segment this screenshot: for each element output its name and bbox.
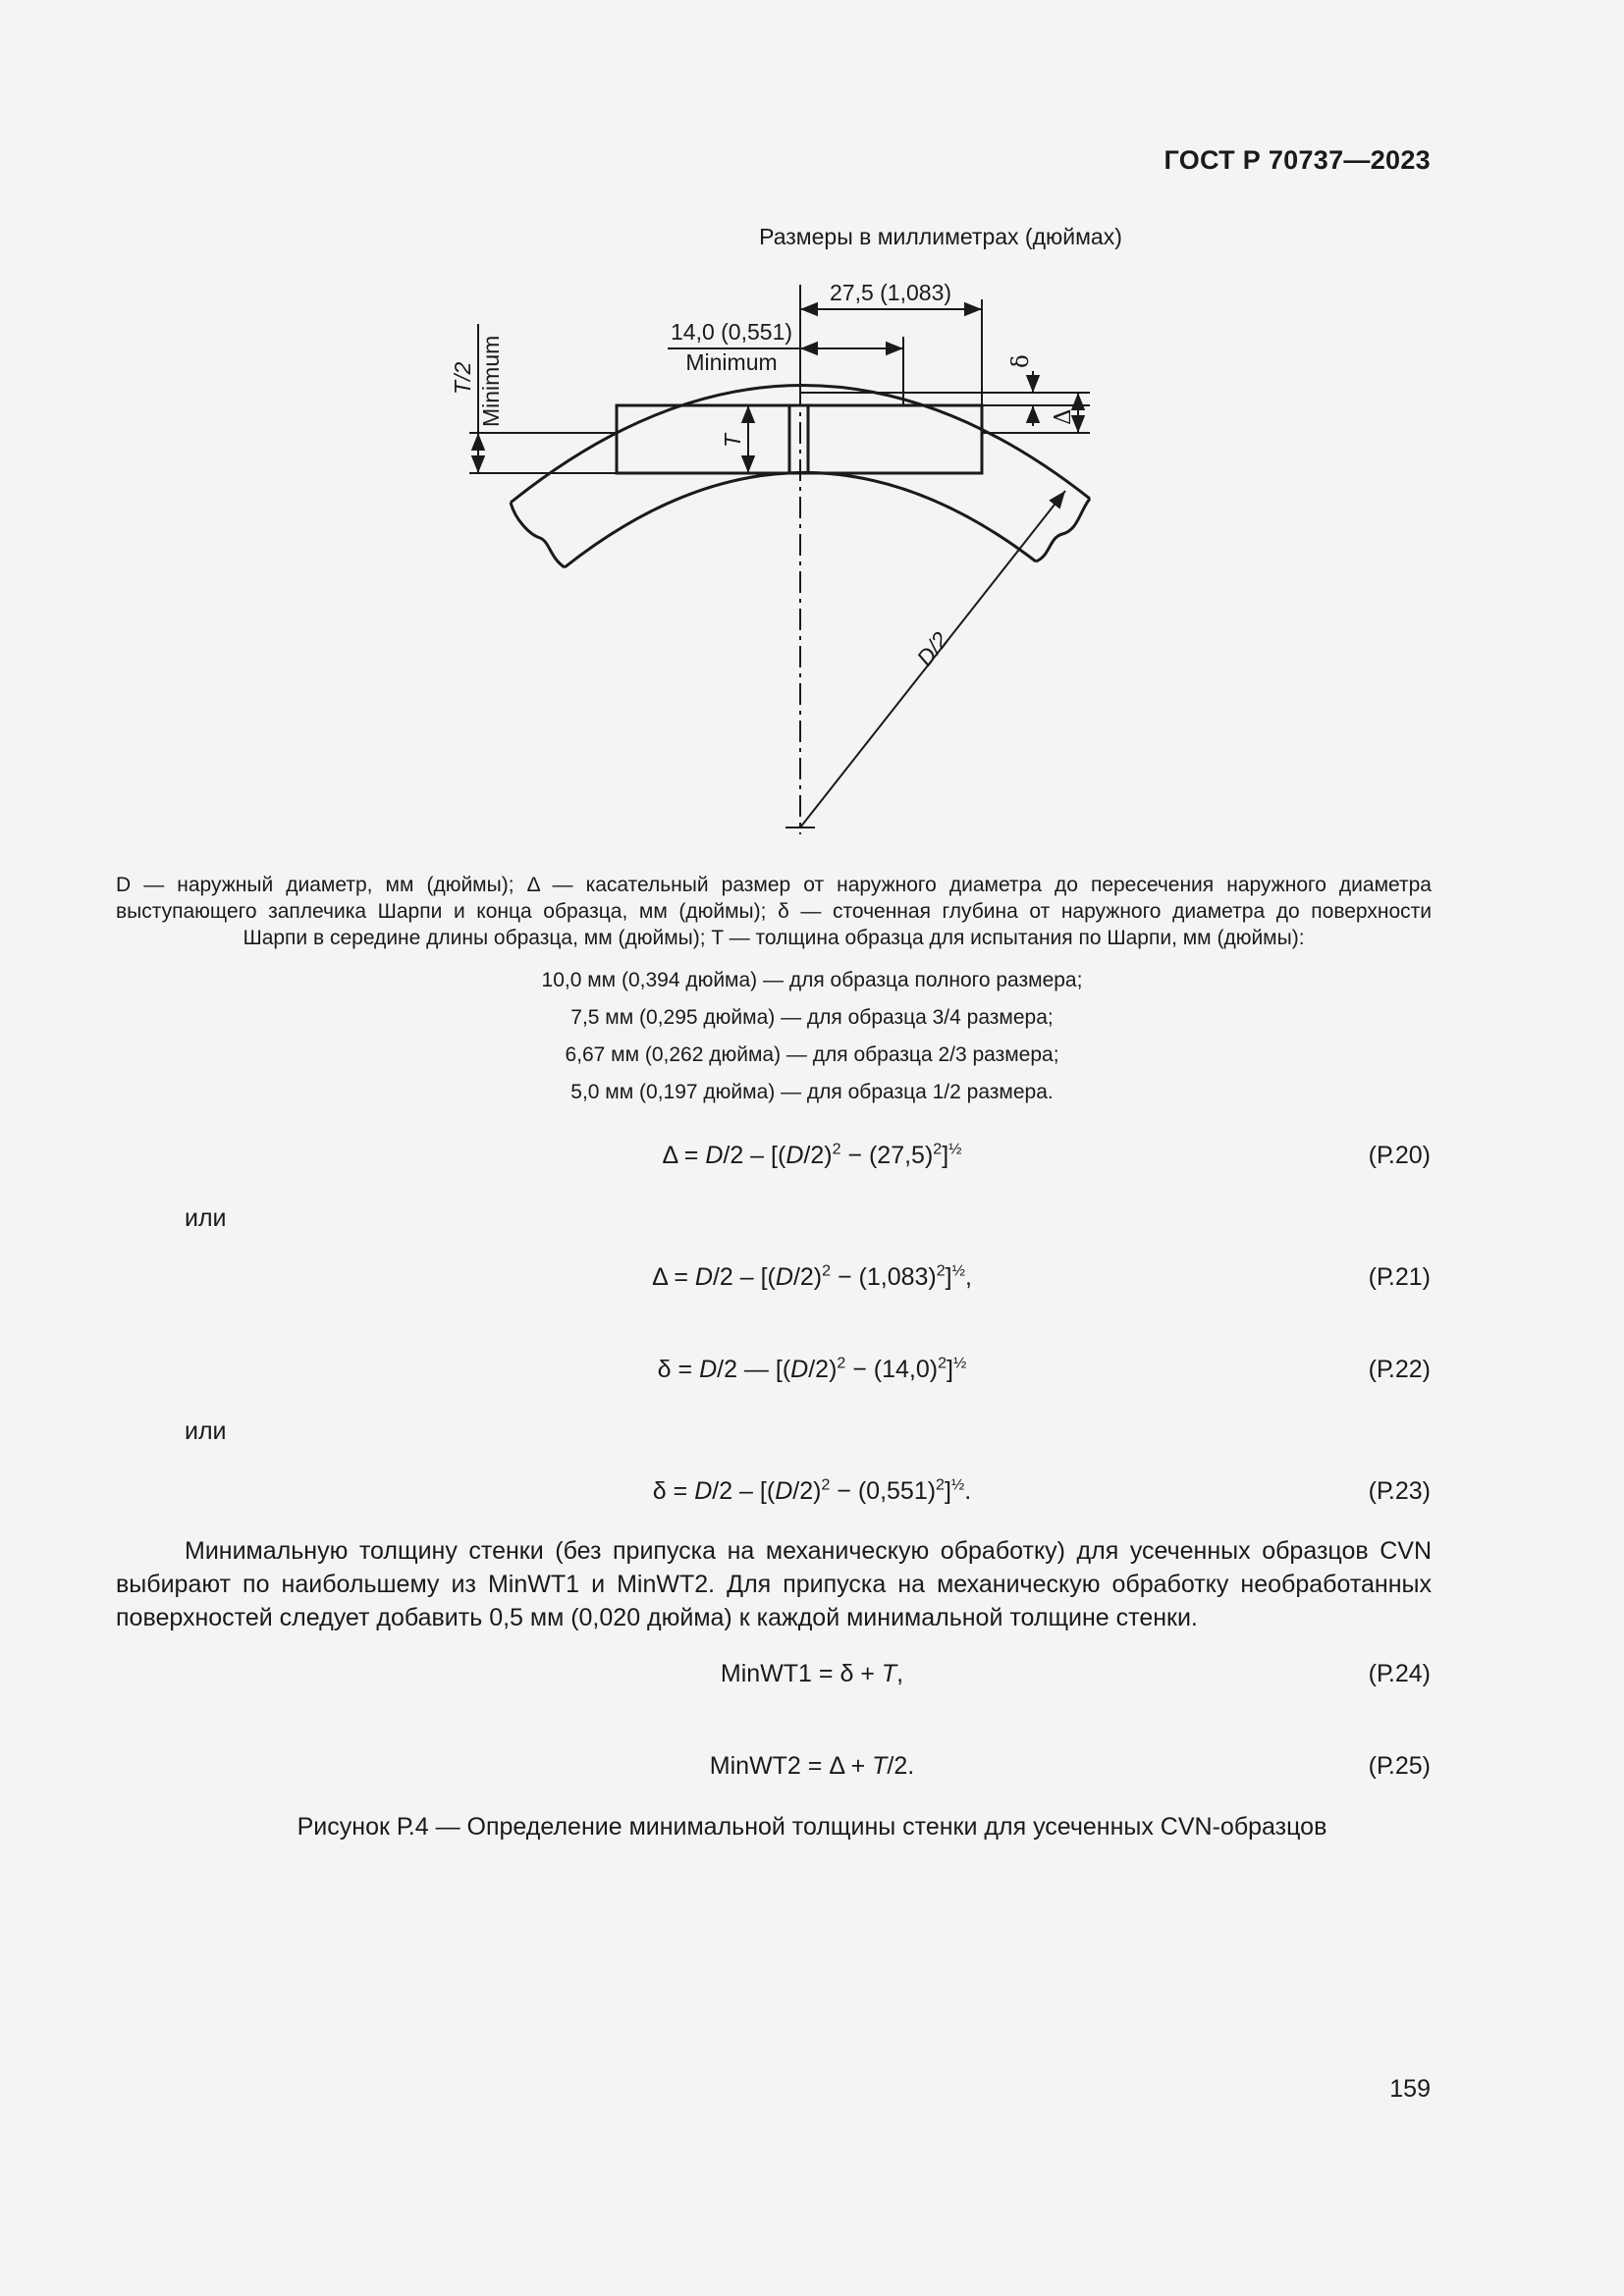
d-half-label: D/2 — [911, 626, 953, 671]
delta-small-label: δ — [1008, 354, 1034, 368]
equation-number-p23: (Р.23) — [1368, 1477, 1431, 1505]
size-item: 10,0 мм (0,394 дюйма) — для образца полного размера; — [541, 969, 1083, 991]
equation-number-p22: (Р.22) — [1368, 1356, 1431, 1383]
delta-big-label: Δ — [1051, 408, 1076, 425]
size-item: 7,5 мм (0,295 дюйма) — для образца 3/4 размера; — [570, 1006, 1054, 1029]
equation-number-p24: (Р.24) — [1368, 1660, 1431, 1687]
formula-p22: δ = D/2 — $[(D/2)^2 - (14,0)^2]^{\frac{1}{2}}$ — [657, 1355, 967, 1383]
or-text: или — [185, 1204, 227, 1232]
t-label: T — [720, 433, 745, 448]
figure-caption: Рисунок Р.4 — Определение минимальной толщины стенки для усеченных CVN-образцов — [297, 1813, 1327, 1841]
t-half-label: T/2 — [450, 361, 475, 395]
specimen-sizes-list — [0, 962, 1624, 1111]
units-note: Размеры в миллиметрах (дюймах) — [759, 224, 1122, 249]
document-code: ГОСТ Р 70737—2023 — [1164, 145, 1431, 175]
size-item: 6,67 мм (0,262 дюйма) — для образца 2/3 размера; — [565, 1043, 1059, 1066]
formula-p23: $\delta = D/2 - [(D/2)^2 - (0,551)^2]^{\frac{1}{2}}$. — [652, 1476, 972, 1505]
or-text: или — [185, 1417, 227, 1445]
pipe-section-diagram — [0, 0, 1624, 883]
size-item: 5,0 мм (0,197 дюйма) — для образца 1/2 размера. — [570, 1081, 1054, 1103]
page-number: 159 — [1389, 2075, 1431, 2103]
formula-p20: $\Delta = D/2 - [(D/2)^2 - (27,5)^2]^{\frac{1}{2}}$ — [662, 1141, 962, 1169]
dim-14-0-minimum-label: Minimum — [685, 349, 778, 375]
formula-p25: MinWT2 = Δ + T/2. — [709, 1752, 915, 1780]
legend-line-1: D — наружный диаметр, мм (дюймы); Δ — касательный размер от наружного диаметра до пересечения наружного диаметра — [116, 874, 1432, 896]
minimum-label: Minimum — [478, 335, 504, 427]
figure-legend — [116, 872, 1432, 951]
body-paragraph: Минимальную толщину стенки (без припуска на механическую обработку) для усеченных образцов CVN выбирают по наибольшему из MinWT1 и MinWT2. Для припуска на механическую обработку необработанных поверхностей следует добавить 0,5 мм (0,020 дюйма) к каждой минимальной толщине стенки. — [116, 1537, 1432, 1631]
formula-p24: MinWT1 = δ + T, — [720, 1660, 904, 1687]
legend-line-2: выступающего заплечика Шарпи и конца образца, мм (дюймы); δ — сточенная глубина от наружного диаметра до поверхности — [116, 900, 1432, 923]
formula-p21: $\Delta = D/2 - [(D/2)^2 - (1,083)^2]^{\frac{1}{2}}$, — [652, 1262, 972, 1291]
dim-27-5-label: 27,5 (1,083) — [829, 280, 952, 305]
legend-line-3: Шарпи в середине длины образца, мм (дюймы); T — толщина образца для испытания по Шарпи, мм (дюймы): — [243, 927, 1305, 949]
equation-number-p20: (Р.20) — [1368, 1142, 1431, 1169]
equation-number-p21: (Р.21) — [1368, 1263, 1431, 1291]
dim-14-0-label: 14,0 (0,551) — [670, 319, 793, 345]
equation-number-p25: (Р.25) — [1368, 1752, 1431, 1780]
